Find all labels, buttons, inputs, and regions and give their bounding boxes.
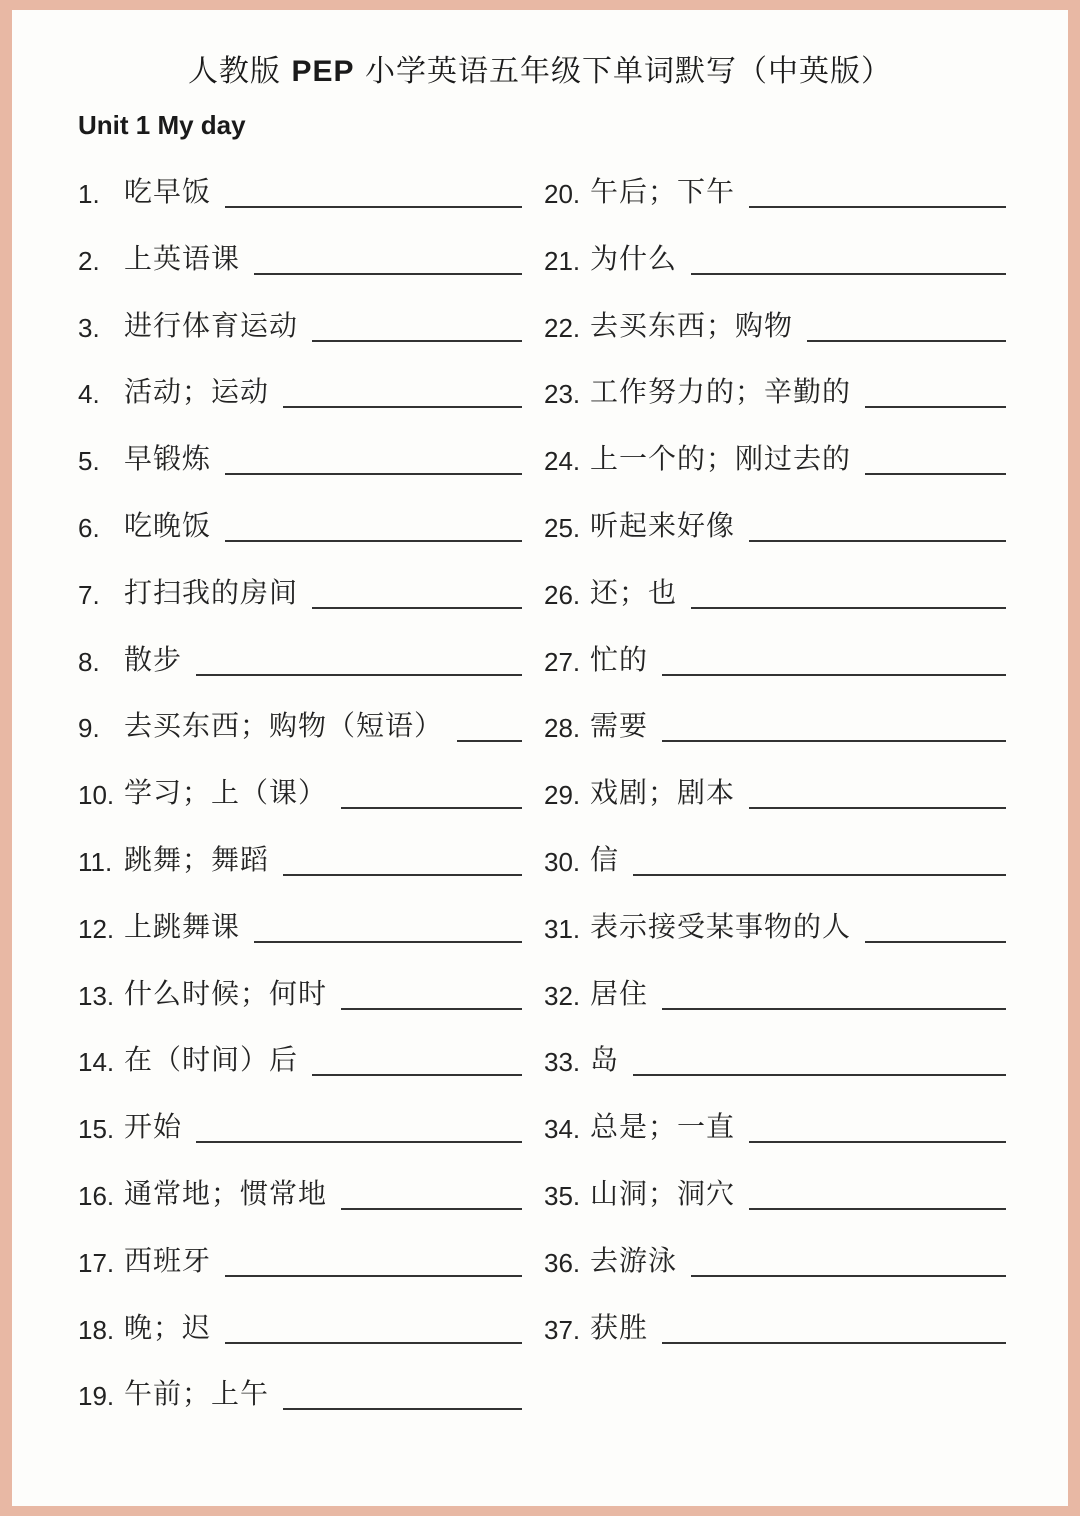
item-chinese-prompt: 需要	[590, 709, 649, 743]
vocab-item	[544, 704, 1006, 744]
vocab-item	[544, 237, 1006, 277]
answer-blank-line[interactable]	[691, 607, 1006, 609]
vocab-item	[544, 972, 1006, 1012]
item-chinese-prompt: 开始	[124, 1110, 183, 1144]
item-chinese-prompt: 散步	[124, 642, 183, 676]
title-pep: PEP	[291, 55, 355, 88]
answer-blank-line[interactable]	[749, 1208, 1006, 1210]
item-number: 30.	[544, 847, 581, 877]
answer-blank-line[interactable]	[633, 874, 1006, 876]
item-number: 25.	[544, 513, 581, 543]
item-chinese-prompt: 吃晚饭	[124, 509, 212, 542]
answer-blank-line[interactable]	[254, 941, 522, 943]
item-number: 31.	[544, 913, 581, 944]
item-chinese-prompt: 通常地；惯常地	[124, 1177, 328, 1210]
item-number: 21.	[544, 245, 581, 276]
item-chinese-prompt: 听起来好像	[590, 509, 736, 542]
vocab-item	[78, 704, 522, 744]
answer-blank-line[interactable]	[662, 740, 1006, 742]
item-chinese-prompt: 信	[590, 843, 620, 876]
item-chinese-prompt: 上一个的；刚过去的	[590, 442, 852, 476]
answer-blank-line[interactable]	[865, 406, 1006, 408]
item-number: 4.	[78, 379, 100, 410]
answer-blank-line[interactable]	[312, 340, 522, 342]
item-chinese-prompt: 活动；运动	[124, 375, 270, 409]
answer-blank-line[interactable]	[283, 406, 522, 408]
item-number: 6.	[78, 513, 100, 543]
item-chinese-prompt: 打扫我的房间	[124, 575, 299, 609]
vocab-item	[544, 1038, 1006, 1078]
item-number: 12.	[78, 913, 115, 944]
vocab-item	[544, 1105, 1006, 1145]
vocab-item	[544, 1239, 1006, 1279]
vocab-item	[78, 504, 522, 544]
item-chinese-prompt: 跳舞；舞蹈	[124, 843, 270, 876]
answer-blank-line[interactable]	[457, 740, 522, 742]
item-chinese-prompt: 岛	[590, 1043, 620, 1077]
item-number: 23.	[544, 379, 581, 410]
vocab-item	[544, 1306, 1006, 1346]
answer-blank-line[interactable]	[865, 941, 1006, 943]
item-number: 18.	[78, 1314, 115, 1345]
item-chinese-prompt: 戏剧；剧本	[590, 776, 736, 810]
item-number: 35.	[544, 1181, 581, 1211]
item-chinese-prompt: 还；也	[590, 575, 678, 609]
item-number: 9.	[78, 713, 100, 744]
item-number: 5.	[78, 446, 100, 477]
vocab-item	[544, 370, 1006, 410]
item-number: 27.	[544, 646, 581, 677]
vocab-item	[544, 304, 1006, 344]
item-chinese-prompt: 进行体育运动	[124, 308, 299, 342]
answer-blank-line[interactable]	[196, 1141, 522, 1143]
item-number: 20.	[544, 179, 581, 209]
item-number: 26.	[544, 579, 581, 610]
answer-blank-line[interactable]	[283, 1408, 522, 1410]
item-number: 24.	[544, 446, 581, 477]
item-number: 32.	[544, 980, 581, 1011]
item-chinese-prompt: 总是；一直	[590, 1110, 736, 1144]
answer-blank-line[interactable]	[749, 540, 1006, 542]
vocab-item	[78, 1372, 522, 1412]
answer-blank-line[interactable]	[225, 540, 522, 542]
item-chinese-prompt: 忙的	[590, 642, 649, 676]
item-number: 7.	[78, 579, 100, 610]
item-number: 1.	[78, 179, 100, 209]
answer-blank-line[interactable]	[691, 1275, 1006, 1277]
item-number: 34.	[544, 1114, 581, 1145]
item-number: 28.	[544, 713, 581, 744]
item-chinese-prompt: 去游泳	[590, 1243, 678, 1277]
answer-blank-line[interactable]	[283, 874, 522, 876]
item-number: 17.	[78, 1247, 115, 1278]
vocab-item	[78, 1038, 522, 1078]
answer-blank-line[interactable]	[807, 340, 1006, 342]
item-chinese-prompt: 晚；迟	[124, 1310, 212, 1344]
vocab-item	[544, 504, 1006, 544]
answer-blank-line[interactable]	[312, 1074, 522, 1076]
item-chinese-prompt: 山洞；洞穴	[590, 1177, 736, 1210]
vocab-item	[544, 771, 1006, 811]
item-number: 33.	[544, 1047, 581, 1078]
item-chinese-prompt: 表示接受某事物的人	[590, 909, 852, 943]
answer-blank-line[interactable]	[312, 607, 522, 609]
item-number: 29.	[544, 780, 581, 811]
vocab-item	[544, 1172, 1006, 1212]
answer-blank-line[interactable]	[749, 1141, 1006, 1143]
answer-blank-line[interactable]	[865, 473, 1006, 475]
vocab-item	[78, 1105, 522, 1145]
worksheet-page	[12, 10, 1068, 1506]
item-chinese-prompt: 吃早饭	[124, 175, 212, 208]
item-chinese-prompt: 为什么	[590, 241, 678, 275]
item-chinese-prompt: 午后；下午	[590, 175, 736, 208]
answer-blank-line[interactable]	[341, 1008, 522, 1010]
vocab-item	[78, 1306, 522, 1346]
item-chinese-prompt: 去买东西；购物	[590, 308, 794, 342]
item-chinese-prompt: 午前；上午	[124, 1377, 270, 1411]
answer-blank-line[interactable]	[662, 674, 1006, 676]
unit-heading: Unit 1 My day	[78, 110, 246, 140]
vocab-item	[544, 905, 1006, 945]
item-number: 15.	[78, 1114, 115, 1145]
item-chinese-prompt: 工作努力的；辛勤的	[590, 375, 852, 409]
title-prefix: 人教版	[187, 54, 292, 89]
item-number: 13.	[78, 980, 115, 1011]
vocab-item	[78, 1239, 522, 1279]
vocab-item	[78, 905, 522, 945]
item-chinese-prompt: 居住	[590, 976, 649, 1010]
vocab-item	[78, 771, 522, 811]
answer-blank-line[interactable]	[196, 674, 522, 676]
answer-blank-line[interactable]	[341, 807, 522, 809]
answer-blank-line[interactable]	[749, 807, 1006, 809]
item-number: 22.	[544, 312, 581, 343]
item-chinese-prompt: 去买东西；购物（短语）	[124, 709, 444, 743]
title-suffix: 小学英语五年级下单词默写（中英版）	[354, 54, 893, 89]
item-number: 19.	[78, 1381, 115, 1412]
vocab-item	[544, 638, 1006, 678]
vocab-item	[78, 972, 522, 1012]
item-number: 2.	[78, 245, 100, 276]
item-number: 36.	[544, 1247, 581, 1278]
answer-blank-line[interactable]	[662, 1008, 1006, 1010]
answer-blank-line[interactable]	[662, 1342, 1006, 1344]
answer-blank-line[interactable]	[749, 206, 1006, 208]
answer-blank-line[interactable]	[225, 1342, 522, 1344]
item-chinese-prompt: 上英语课	[124, 241, 241, 275]
vocab-item	[78, 838, 522, 878]
vocab-item	[78, 571, 522, 611]
answer-blank-line[interactable]	[341, 1208, 522, 1210]
vocab-item	[78, 638, 522, 678]
item-number: 10.	[78, 780, 115, 811]
vocab-item	[78, 304, 522, 344]
answer-blank-line[interactable]	[691, 273, 1006, 275]
item-chinese-prompt: 学习；上（课）	[124, 776, 328, 810]
vocab-item	[544, 838, 1006, 878]
answer-blank-line[interactable]	[254, 273, 522, 275]
item-number: 14.	[78, 1047, 115, 1078]
item-number: 16.	[78, 1181, 115, 1211]
item-chinese-prompt: 上跳舞课	[124, 909, 241, 943]
item-chinese-prompt: 什么时候；何时	[124, 976, 328, 1010]
answer-blank-line[interactable]	[225, 206, 522, 208]
worksheet-title	[12, 46, 1068, 90]
vocab-item	[544, 437, 1006, 477]
answer-blank-line[interactable]	[633, 1074, 1006, 1076]
answer-blank-line[interactable]	[225, 1275, 522, 1277]
vocab-item	[544, 170, 1006, 210]
item-chinese-prompt: 早锻炼	[124, 442, 212, 476]
vocab-item	[78, 237, 522, 277]
item-chinese-prompt: 西班牙	[124, 1243, 212, 1277]
item-number: 8.	[78, 646, 100, 677]
answer-blank-line[interactable]	[225, 473, 522, 475]
item-number: 11.	[78, 847, 113, 877]
vocab-item	[78, 1172, 522, 1212]
vocab-item	[78, 370, 522, 410]
item-chinese-prompt: 获胜	[590, 1310, 649, 1344]
item-number: 37.	[544, 1314, 581, 1345]
item-number: 3.	[78, 312, 100, 343]
vocab-item	[544, 571, 1006, 611]
item-chinese-prompt: 在（时间）后	[124, 1043, 299, 1077]
vocab-item	[78, 437, 522, 477]
vocab-item	[78, 170, 522, 210]
